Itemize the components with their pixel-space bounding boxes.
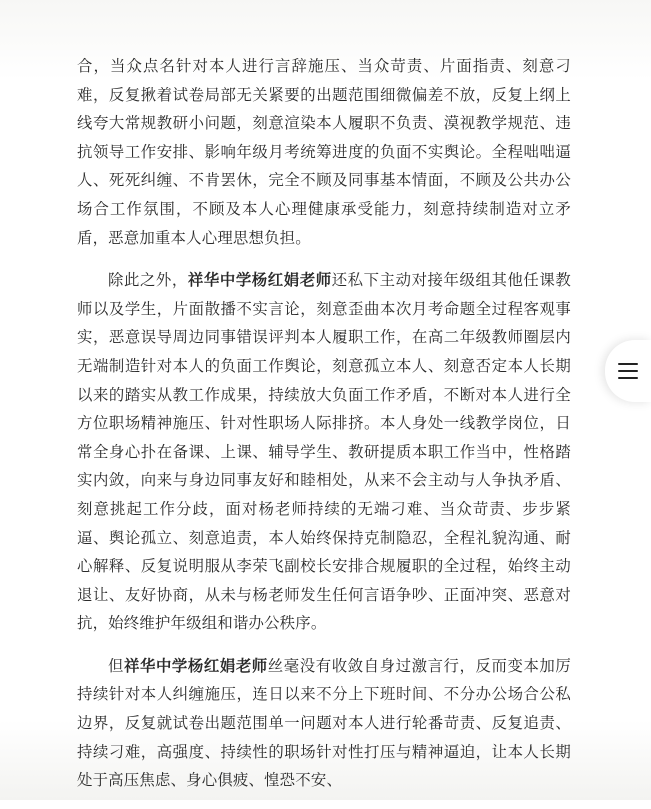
paragraph-2 (77, 266, 571, 638)
menu-button[interactable] (605, 340, 651, 402)
paragraph-3-text-b: 丝毫没有收敛自身过激言行，反而变本加厉持续针对本人纠缠施压，连日以来不分上下班时间、不分办公场合公私边界，反复就试卷出题范围单一问题对本人进行轮番苛责、反复追责、持续刁难，高强度、持续性的职场针对性打压与精神逼迫，让本人长期处于高压焦虑、身心俱疲、惶恐不安、 (77, 656, 571, 790)
teacher-name-highlight: 祥华中学杨红娟老师 (123, 656, 268, 675)
paragraph-3 (77, 652, 571, 795)
teacher-name-highlight: 祥华中学杨红娟老师 (187, 271, 332, 290)
paragraph-2-text-b: 还私下主动对接年级组其他任课教师以及学生，片面散播不实言论，刻意歪曲本次月考命题全过程客观事实，恶意误导周边同事错误评判本人履职工作，在高二年级教师圈层内无端制造针对本人的负面工作舆论，刻意孤立本人、刻意否定本人长期以来的踏实从教工作成果，持续放大负面工作矛盾，不断对本人进行全方位职场精神施压、针对性职场人际排挤。本人身处一线教学岗位，日常全身心扑在备课、上课、辅导学生、教研提质本职工作当中，性格踏实内敛，向来与身边同事友好和睦相处，从来不会主动与人争执矛盾、刻意挑起工作分歧，面对杨老师持续的无端刁难、当众苛责、步步紧逼、舆论孤立、刻意追责，本人始终保持克制隐忍，全程礼貌沟通、耐心解释、反复说明服从李荣飞副校长安排合规履职的全过程，始终主动退让、友好协商，从未与杨老师发生任何言语争吵、正面冲突、恶意对抗，始终维护年级组和谐办公秩序。 (77, 271, 571, 633)
paragraph-2-text-a: 除此之外， (108, 271, 188, 290)
document-body (77, 52, 571, 809)
paragraph-1-text: 合，当众点名针对本人进行言辞施压、当众苛责、片面指责、刻意刁难，反复揪着试卷局部无关紧要的出题范围细微偏差不放，反复上纲上线夸大常规教研小问题，刻意渲染本人履职不负责、漠视教学规范、违抗领导工作安排、影响年级月考统筹进度的负面不实舆论。全程咄咄逼人、死死纠缠、不肯罢休，完全不顾及同事基本情面，不顾及公共办公场合工作氛围，不顾及本人心理健康承受能力，刻意持续制造对立矛盾，恶意加重本人心理思想负担。 (77, 57, 571, 247)
paragraph-1 (77, 52, 571, 252)
paragraph-3-text-a: 但 (108, 656, 124, 675)
hamburger-menu-icon (618, 363, 638, 379)
